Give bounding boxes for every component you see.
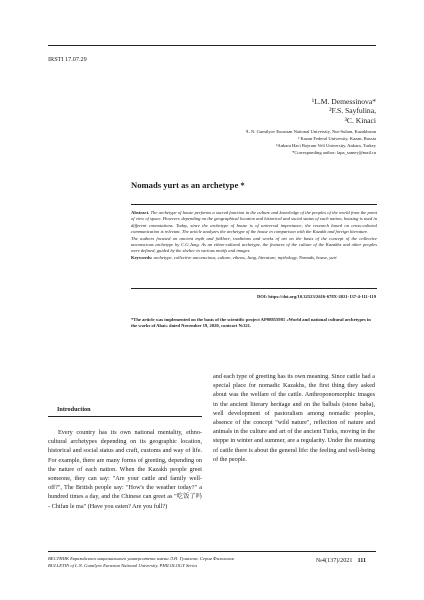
author-name: ¹L.M. Demessinova* <box>311 97 376 106</box>
journal-name <box>48 556 328 569</box>
abstract-paragraph <box>131 210 377 236</box>
abstract-bottom-rule <box>131 288 377 289</box>
body-column-left: Every country has its own national mentality, ethno-cultural archetypes depending on its geographic location, historical and social status and craft, customs and way of life. For example, there are many forms of greeting, depending on the nature of each nation. When the Kazakh people greet someone, they can say: "Are your cattle and family well-off?", The British people say: "How's the weather today?" a hundred times a day, and the Chinese can greet as "吃饭了吗 - Chifan le ma" (Have you eaten? Are you full?) <box>48 429 202 510</box>
affiliation: ² Kazan Federal University, Kazan, Russia <box>298 136 376 141</box>
issue-and-page <box>316 557 366 564</box>
journal-name-kz: ВЕСТНИК Евразийского национального университета имени Л.Н. Гумилева. Серия Филология <box>48 556 234 561</box>
abstract-paragraph: The authors focused on ancient myth and folklore, traditions and works of art on the basis of the concept of the collective unconscious archetype by C.G.Jung. As an ethno-cultural archetype, the features of the culture of the Kazakhs and other peoples were defined, guided by the shelter in various motifs and images. <box>131 235 377 254</box>
doi-link[interactable]: DOI: https://doi.org/10.32523/2616-678X-2021-137-4-111-119 <box>256 294 376 299</box>
abstract <box>131 210 377 261</box>
abstract-label: Abstract. <box>131 210 150 215</box>
abstract-text: The archetype of house performs a sacred function in the culture and knowledge of the peoples of the world from the point of view of space. However, depending on the geographical location and historical and social status of each nation, housing is used in different connotations. Today, since the archetype of house is of universal importance, the research based on cross-cultural communication is relevant. The article analyzes the archetype of the house in comparison with the Kazakh and foreign literature. <box>131 210 377 235</box>
intro-rule <box>48 416 202 417</box>
keywords-label: Keywords: <box>131 254 153 260</box>
author-list <box>156 97 376 125</box>
header-rule <box>48 45 376 46</box>
issue-number: №4(137)/2021 <box>316 557 353 564</box>
body-column-right: and each type of greeting has its own meaning. Since cattle had a special place for nomadic Kazakhs, the first thing they asked about was the welfare of the cattle. Anthroponomorphic images in the ancient literary heritage and on the balbals (stone baba), well development of pastoralism among nomadic peoples, absence of the concept "wild nature", reflection of nature and animals in the culture and art of the ancient Turks, moving in the steppe in winter and summer, are a regularity. Under the meaning of cattle there is about the general life: the feeling and well-being of the people. <box>213 373 375 463</box>
corresponding-author: *Corresponding author: lapa_samey@mail.ru <box>292 150 376 155</box>
irsti-code: IRSTI 17.07.29 <box>48 56 87 63</box>
keywords <box>131 255 377 261</box>
journal-name-en: BULLETIN of L.N. Gumilyov Eurasian National University. PHILOLOGY Series <box>48 562 198 568</box>
keywords-text: archetype, collective unconscious, culture, ethnos, Jung, literature, mythology, Nomads, house, yurt <box>152 254 337 260</box>
abstract-top-rule <box>131 204 377 205</box>
affiliation-list <box>136 128 376 156</box>
footer-rule <box>48 551 376 552</box>
author-name: ³C. Kinaci <box>344 115 376 125</box>
affiliation: ¹L.N. Gumilyov Eurasian National University, Nur-Sultan, Kazakhstan <box>245 129 376 134</box>
author-name: ²F.S. Sayfulina, <box>329 106 376 116</box>
page-number: 111 <box>357 557 367 564</box>
section-heading-introduction: Introduction <box>57 406 91 413</box>
funding-note: *The article was implemented on the basis of the scientific project AP08855981 «World and national cultural archetypes in the works of Abai» dated November 19, 2020, contract №321. <box>131 317 371 329</box>
article-title: Nomads yurt as an archetype * <box>131 180 245 190</box>
affiliation: ³Ankara Haci Bayram Veli University, Ankara, Turkey <box>276 143 376 148</box>
